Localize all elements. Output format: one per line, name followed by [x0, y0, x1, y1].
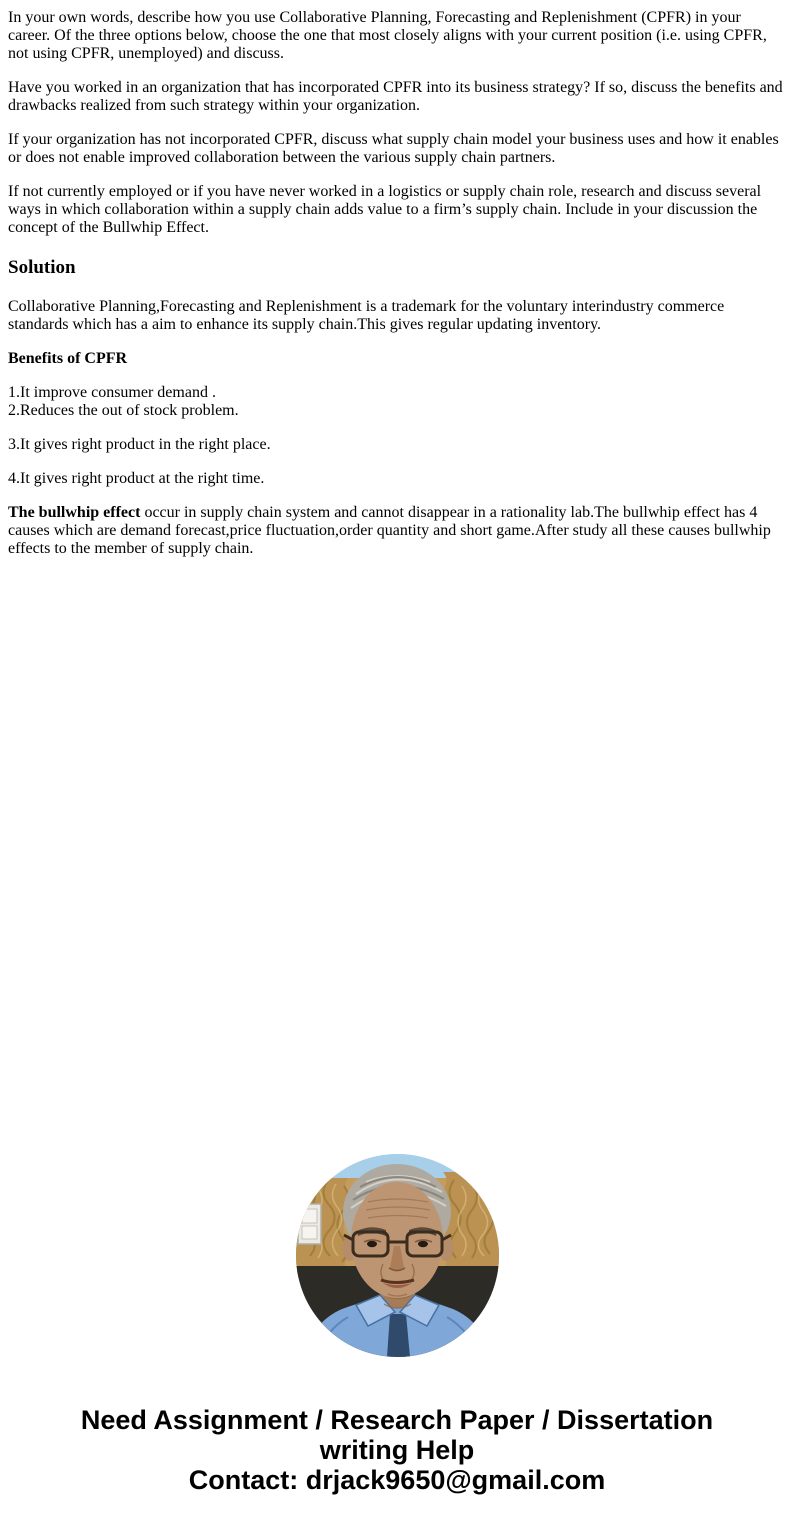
promo-text: [0, 1405, 794, 1495]
question-paragraph-1: In your own words, describe how you use Collaborative Planning, Forecasting and Replenishment (CPFR) in your career. Of the three options below, choose the one that most closely aligns with your current position (i.e. using CPFR, not using CPFR, unemployed) and discuss.: [8, 9, 767, 62]
promo-line-2: writing Help: [319, 1435, 475, 1465]
tutor-photo-illustration: [296, 1154, 499, 1357]
solution-intro: Collaborative Planning,Forecasting and Replenishment is a trademark for the voluntary interindustry commerce standards which has a aim to enhance its supply chain.This gives regular updating inventory.: [8, 298, 725, 333]
promo-contact-email: Contact: drjack9650@gmail.com: [188, 1465, 606, 1495]
benefits-heading: Benefits of CPFR: [8, 350, 128, 367]
benefit-item-2: 2.Reduces the out of stock problem.: [8, 402, 239, 419]
question-paragraph-4: If not currently employed or if you have never worked in a logistics or supply chain role, research and discuss several ways in which collaboration within a supply chain adds value to a firm’s supply chain. Include in your discussion the concept of the Bullwhip Effect.: [8, 183, 762, 236]
solution-heading: Solution: [8, 257, 76, 278]
benefit-item-1: 1.It improve consumer demand .: [8, 384, 216, 401]
question-paragraph-2: Have you worked in an organization that has incorporated CPFR into its business strategy? If so, discuss the benefits and drawbacks realized from such strategy within your organization.: [8, 79, 783, 114]
benefit-item-3: 3.It gives right product in the right place.: [8, 436, 271, 453]
promo-footer: [0, 1405, 794, 1521]
promo-line-1: Need Assignment / Research Paper / Dissertation: [80, 1405, 714, 1435]
bullwhip-rest: occur in supply chain system and cannot disappear in a rationality lab.The bullwhip effect has 4 causes which are demand forecast,price fluctuation,order quantity and short game.After study all these causes bullwhip effects to the member of supply chain.: [8, 504, 771, 557]
benefit-item-4: 4.It gives right product at the right time.: [8, 470, 265, 487]
tutor-avatar: [296, 1154, 499, 1357]
benefits-list-1-2: [8, 384, 786, 420]
question-paragraph-3: If your organization has not incorporated CPFR, discuss what supply chain model your business uses and how it enables or does not enable improved collaboration between the various supply chain partners.: [8, 131, 779, 166]
bullwhip-paragraph: [8, 504, 786, 558]
bullwhip-lead: The bullwhip effect: [8, 504, 141, 521]
document-body: [8, 0, 786, 558]
